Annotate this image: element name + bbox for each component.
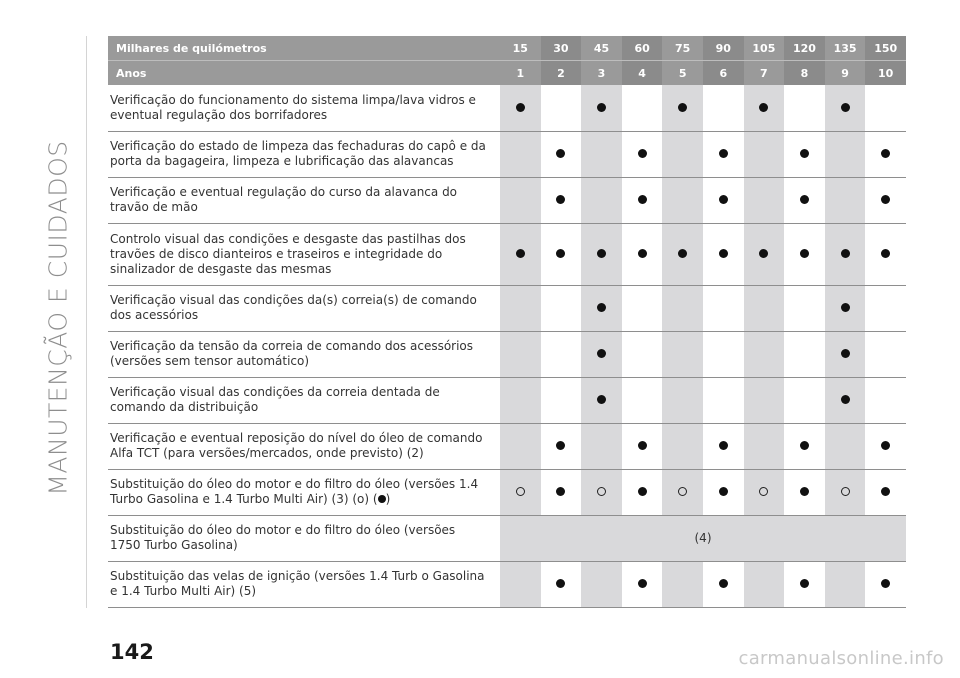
years-header-cell: 8 <box>784 61 825 86</box>
filled-dot-icon <box>800 149 809 158</box>
operation-description: Verificação visual das condições da(s) correia(s) de comando dos acessórios <box>108 285 500 331</box>
interval-cell <box>662 85 703 131</box>
km-header-cell: 30 <box>541 36 582 61</box>
interval-cell <box>744 85 785 131</box>
schedule-row <box>108 131 906 177</box>
interval-cell <box>784 223 825 285</box>
interval-cell <box>622 561 663 607</box>
years-header-label: Anos <box>108 61 500 86</box>
filled-dot-icon <box>841 103 850 112</box>
years-header-cell: 6 <box>703 61 744 86</box>
interval-cell <box>500 331 541 377</box>
interval-cell <box>744 285 785 331</box>
interval-cell <box>825 561 866 607</box>
filled-dot-icon <box>881 249 890 258</box>
watermark: carmanualsonline.info <box>738 648 944 669</box>
interval-cell <box>622 131 663 177</box>
years-header-cell: 10 <box>865 61 906 86</box>
interval-cell <box>500 131 541 177</box>
schedule-row <box>108 469 906 515</box>
interval-cell <box>500 177 541 223</box>
hollow-circle-icon <box>841 487 850 496</box>
schedule-row <box>108 331 906 377</box>
interval-cell <box>744 423 785 469</box>
filled-dot-icon <box>881 195 890 204</box>
interval-cell <box>541 331 582 377</box>
filled-dot-icon <box>841 395 850 404</box>
filled-dot-icon <box>719 195 728 204</box>
years-header-row <box>108 61 906 86</box>
interval-cell <box>622 377 663 423</box>
operation-description: Substituição das velas de ignição (versões 1.4 Turb o Gasolina e 1.4 Turbo Multi Air) (5) <box>108 561 500 607</box>
interval-cell <box>784 131 825 177</box>
interval-cell <box>662 423 703 469</box>
filled-dot-icon <box>881 149 890 158</box>
operation-description: Controlo visual das condições e desgaste das pastilhas dos travões de disco dianteiros e traseiros e integridade do sinalizador de desgaste das mesmas <box>108 223 500 285</box>
years-header-cell: 1 <box>500 61 541 86</box>
filled-dot-icon <box>597 349 606 358</box>
interval-cell <box>500 285 541 331</box>
km-header-cell: 15 <box>500 36 541 61</box>
filled-dot-icon <box>800 487 809 496</box>
filled-dot-icon <box>719 249 728 258</box>
interval-cell <box>865 285 906 331</box>
km-header-cell: 75 <box>662 36 703 61</box>
interval-cell <box>541 469 582 515</box>
operation-description: Verificação do funcionamento do sistema limpa/lava vidros e eventual regulação dos borrifadores <box>108 85 500 131</box>
schedule-row <box>108 377 906 423</box>
hollow-circle-icon <box>597 487 606 496</box>
interval-cell <box>662 561 703 607</box>
years-header-cell: 4 <box>622 61 663 86</box>
filled-dot-icon <box>638 441 647 450</box>
interval-cell <box>500 223 541 285</box>
filled-dot-icon <box>719 579 728 588</box>
interval-cell <box>581 177 622 223</box>
filled-dot-icon <box>556 195 565 204</box>
interval-cell <box>784 561 825 607</box>
interval-cell <box>622 423 663 469</box>
interval-cell <box>662 469 703 515</box>
filled-dot-icon <box>719 487 728 496</box>
interval-cell <box>744 561 785 607</box>
filled-dot-icon <box>800 441 809 450</box>
interval-cell <box>703 223 744 285</box>
interval-cell <box>662 177 703 223</box>
years-header-cell: 3 <box>581 61 622 86</box>
operation-description: Verificação da tensão da correia de comando dos acessórios (versões sem tensor automático) <box>108 331 500 377</box>
filled-dot-icon <box>800 249 809 258</box>
interval-cell <box>500 561 541 607</box>
km-header-cell: 135 <box>825 36 866 61</box>
filled-dot-icon <box>719 149 728 158</box>
filled-dot-icon <box>638 149 647 158</box>
interval-cell <box>541 85 582 131</box>
filled-dot-icon <box>556 441 565 450</box>
filled-dot-icon <box>638 487 647 496</box>
filled-dot-icon <box>638 195 647 204</box>
km-header-cell: 105 <box>744 36 785 61</box>
interval-cell <box>703 85 744 131</box>
interval-cell <box>865 131 906 177</box>
interval-cell <box>581 377 622 423</box>
filled-dot-icon <box>678 249 687 258</box>
interval-cell <box>541 561 582 607</box>
schedule-row <box>108 85 906 131</box>
interval-cell <box>744 331 785 377</box>
km-header-cell: 45 <box>581 36 622 61</box>
schedule-row <box>108 561 906 607</box>
filled-dot-icon <box>516 103 525 112</box>
interval-cell <box>744 177 785 223</box>
schedule-row <box>108 423 906 469</box>
km-header-cell: 120 <box>784 36 825 61</box>
filled-dot-icon <box>638 249 647 258</box>
interval-cell <box>581 331 622 377</box>
interval-cell <box>825 285 866 331</box>
interval-cell <box>581 223 622 285</box>
interval-cell <box>662 377 703 423</box>
filled-dot-icon <box>516 249 525 258</box>
km-header-label: Milhares de quilómetros <box>108 36 500 61</box>
filled-dot-icon <box>800 579 809 588</box>
interval-cell <box>662 331 703 377</box>
interval-cell <box>622 469 663 515</box>
km-header-cell: 60 <box>622 36 663 61</box>
interval-cell <box>744 377 785 423</box>
operation-description <box>108 469 500 515</box>
interval-cell <box>581 85 622 131</box>
km-header-cell: 150 <box>865 36 906 61</box>
filled-dot-icon <box>881 579 890 588</box>
interval-cell <box>825 177 866 223</box>
interval-cell <box>500 469 541 515</box>
schedule-row <box>108 515 906 561</box>
operation-text: Substituição do óleo do motor e do filtro do óleo (versões 1.4 Turbo Gasolina e 1.4 Turbo Multi Air) (3) (o) ( <box>110 477 479 506</box>
interval-cell <box>865 177 906 223</box>
interval-cell <box>622 177 663 223</box>
interval-cell <box>500 85 541 131</box>
filled-dot-icon <box>597 249 606 258</box>
interval-cell <box>784 285 825 331</box>
interval-cell <box>541 131 582 177</box>
filled-dot-icon <box>597 395 606 404</box>
interval-cell <box>662 131 703 177</box>
interval-note: (4) <box>500 515 906 561</box>
filled-dot-icon <box>800 195 809 204</box>
operation-text: ) <box>385 492 391 506</box>
interval-cell <box>825 85 866 131</box>
interval-cell <box>825 423 866 469</box>
page-number: 142 <box>110 640 154 664</box>
interval-cell <box>541 377 582 423</box>
interval-cell <box>500 423 541 469</box>
interval-cell <box>500 377 541 423</box>
interval-cell <box>784 177 825 223</box>
filled-dot-icon <box>597 303 606 312</box>
interval-cell <box>865 331 906 377</box>
interval-cell <box>784 423 825 469</box>
filled-dot-icon <box>759 249 768 258</box>
interval-cell <box>541 223 582 285</box>
filled-dot-icon <box>556 579 565 588</box>
operation-description: Verificação e eventual regulação do curso da alavanca do travão de mão <box>108 177 500 223</box>
years-header-cell: 2 <box>541 61 582 86</box>
hollow-circle-icon <box>759 487 768 496</box>
interval-cell <box>622 85 663 131</box>
filled-dot-icon <box>678 103 687 112</box>
interval-cell <box>825 223 866 285</box>
filled-dot-icon <box>638 579 647 588</box>
interval-cell <box>744 131 785 177</box>
filled-dot-icon <box>759 103 768 112</box>
interval-cell <box>744 469 785 515</box>
interval-cell <box>662 285 703 331</box>
filled-dot-icon <box>556 487 565 496</box>
interval-cell <box>581 285 622 331</box>
interval-cell <box>622 223 663 285</box>
hollow-circle-icon <box>516 487 525 496</box>
interval-cell <box>825 469 866 515</box>
interval-cell <box>581 131 622 177</box>
interval-cell <box>865 423 906 469</box>
filled-dot-icon <box>841 249 850 258</box>
interval-cell <box>825 377 866 423</box>
interval-cell <box>703 177 744 223</box>
operation-description: Substituição do óleo do motor e do filtro do óleo (versões 1750 Turbo Gasolina) <box>108 515 500 561</box>
interval-cell <box>865 561 906 607</box>
interval-cell <box>541 285 582 331</box>
sidebar-divider <box>86 36 87 608</box>
interval-cell <box>703 331 744 377</box>
interval-cell <box>784 85 825 131</box>
interval-cell <box>703 285 744 331</box>
filled-dot-icon <box>378 495 386 503</box>
filled-dot-icon <box>881 441 890 450</box>
interval-cell <box>784 377 825 423</box>
interval-cell <box>622 331 663 377</box>
schedule-row <box>108 285 906 331</box>
interval-cell <box>865 85 906 131</box>
years-header-cell: 5 <box>662 61 703 86</box>
interval-cell <box>662 223 703 285</box>
operation-description: Verificação visual das condições da correia dentada de comando da distribuição <box>108 377 500 423</box>
schedule-row <box>108 177 906 223</box>
interval-cell <box>865 377 906 423</box>
operation-description: Verificação do estado de limpeza das fechaduras do capô e da porta da bagageira, limpeza e lubrificação das alavancas <box>108 131 500 177</box>
interval-cell <box>541 177 582 223</box>
interval-cell <box>865 223 906 285</box>
interval-cell <box>581 561 622 607</box>
interval-cell <box>703 469 744 515</box>
interval-cell <box>703 377 744 423</box>
years-header-cell: 9 <box>825 61 866 86</box>
interval-cell <box>622 285 663 331</box>
schedule-row <box>108 223 906 285</box>
interval-cell <box>703 423 744 469</box>
filled-dot-icon <box>719 441 728 450</box>
interval-cell <box>744 223 785 285</box>
interval-cell <box>541 423 582 469</box>
km-header-cell: 90 <box>703 36 744 61</box>
interval-cell <box>865 469 906 515</box>
interval-cell <box>784 469 825 515</box>
operation-description: Verificação e eventual reposição do nível do óleo de comando Alfa TCT (para versões/mercados, onde previsto) (2) <box>108 423 500 469</box>
filled-dot-icon <box>841 349 850 358</box>
interval-cell <box>825 331 866 377</box>
filled-dot-icon <box>556 149 565 158</box>
interval-cell <box>703 561 744 607</box>
interval-cell <box>825 131 866 177</box>
schedule-body <box>108 85 906 607</box>
hollow-circle-icon <box>678 487 687 496</box>
filled-dot-icon <box>841 303 850 312</box>
section-title-text: MANUTENÇÃO E CUIDADOS <box>43 140 73 496</box>
km-header-row <box>108 36 906 61</box>
years-header-cell: 7 <box>744 61 785 86</box>
filled-dot-icon <box>597 103 606 112</box>
interval-cell <box>703 131 744 177</box>
filled-dot-icon <box>881 487 890 496</box>
interval-cell <box>581 423 622 469</box>
maintenance-schedule-table <box>108 36 906 608</box>
filled-dot-icon <box>556 249 565 258</box>
interval-cell <box>784 331 825 377</box>
interval-cell <box>581 469 622 515</box>
